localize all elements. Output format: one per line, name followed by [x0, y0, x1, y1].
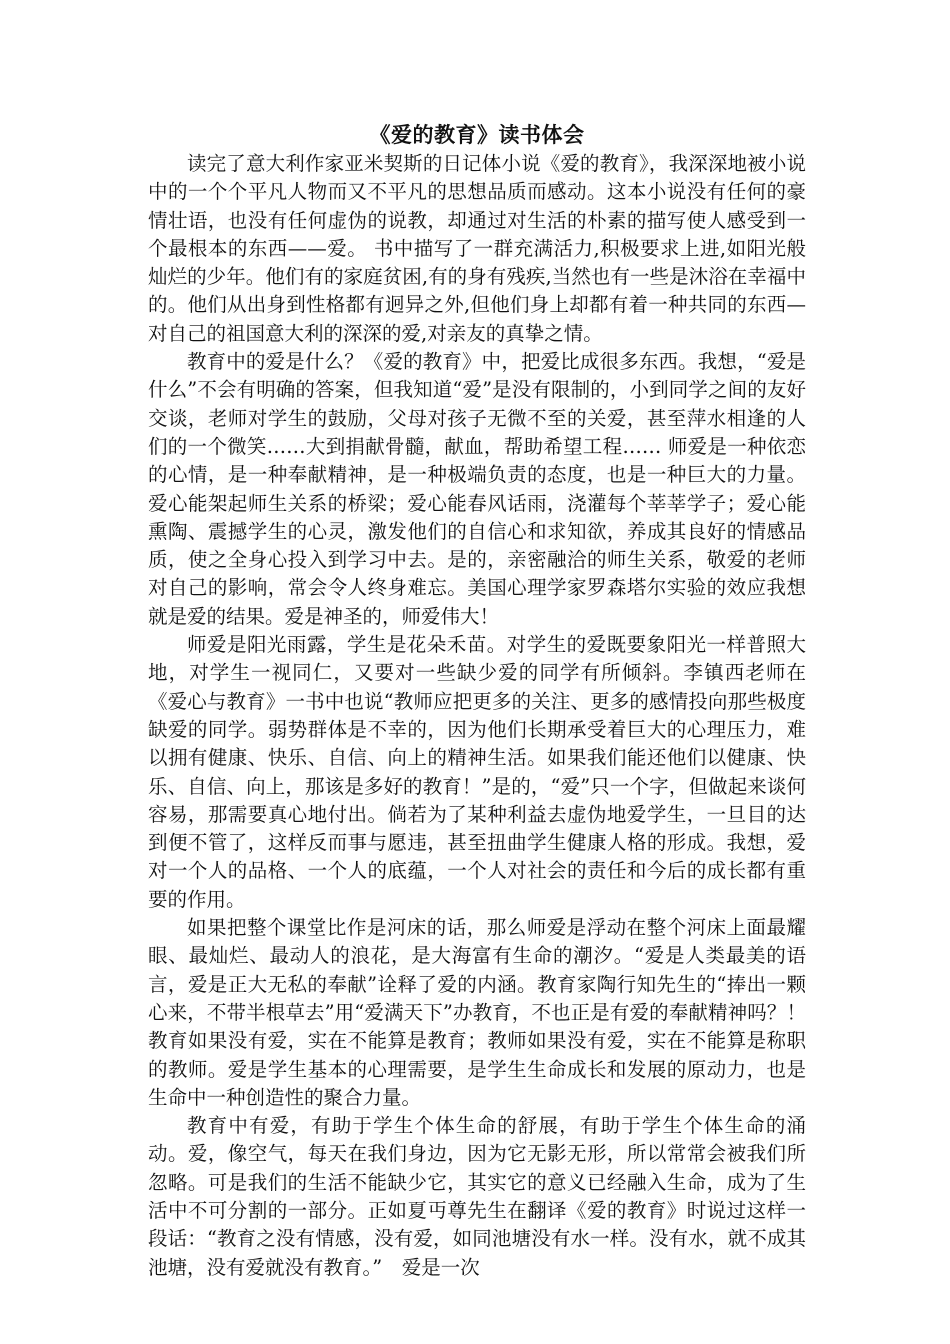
paragraph-1: 读完了意大利作家亚米契斯的日记体小说《爱的教育》，我深深地被小说中的一个个平凡人物而又不平凡的思想品质而感动。这本小说没有任何的豪情壮语，也没有任何虚伪的说教，却通过对生活的朴素的描写使人感受到一个最根本的东西——爱。 书中描写了一群充满活力,积极要求上进,如阳光般灿烂的少年。他们有的家庭贫困,有的身有残疾,当然也有一些是沐浴在幸福中的。他们从出身到性格都有迥异之外,但他们身上却都有着一种共同的东西—对自己的祖国意大利的深深的爱,对亲友的真挚之情。	[148, 152, 806, 345]
document-title: 《爱的教育》读书体会	[369, 122, 585, 147]
paragraph-5: 教育中有爱，有助于学生个体生命的舒展，有助于学生个体生命的涌动。爱，像空气，每天在我们身边，因为它无影无形，所以常常会被我们所忽略。可是我们的生活不能缺少它，其实它的意义已经融入生命，成为了生活中不可分割的一部分。正如夏丏尊先生在翻译《爱的教育》时说过这样一段话：“教育之没有情感，没有爱，如同池塘没有水一样。没有水，就不成其池塘，没有爱就没有教育。” 爱是一次	[148, 1114, 806, 1279]
paragraph-2: 教育中的爱是什么？《爱的教育》中，把爱比成很多东西。我想，“爱是什么”不会有明确的答案，但我知道“爱”是没有限制的，小到同学之间的友好交谈，老师对学生的鼓励，父母对孩子无微不至的关爱，甚至萍水相逢的人们的一个微笑……大到捐献骨髓，献血，帮助希望工程…… 师爱是一种依恋的心情，是一种奉献精神，是一种极端负责的态度，也是一种巨大的力量。爱心能架起师生关系的桥梁；爱心能春风话雨，浇灌每个莘莘学子；爱心能熏陶、震撼学生的心灵，激发他们的自信心和求知欲，养成其良好的情感品质，使之全身心投入到学习中去。是的，亲密融洽的师生关系，敬爱的老师对自己的影响，常会令人终身难忘。美国心理学家罗森塔尔实验的效应我想就是爱的结果。爱是神圣的，师爱伟大！	[148, 350, 806, 628]
document-page	[148, 120, 806, 1282]
paragraph-3: 师爱是阳光雨露，学生是花朵禾苗。对学生的爱既要象阳光一样普照大地，对学生一视同仁，又要对一些缺少爱的同学有所倾斜。李镇西老师在《爱心与教育》一书中也说“教师应把更多的关注、更多的感情投向那些极度缺爱的同学。弱势群体是不幸的，因为他们长期承受着巨大的心理压力，难以拥有健康、快乐、自信、向上的精神生活。如果我们能还他们以健康、快乐、自信、向上，那该是多好的教育！”是的，“爱”只一个字，但做起来谈何容易，那需要真心地付出。倘若为了某种利益去虚伪地爱学生，一旦目的达到便不管了，这样反而事与愿违，甚至扭曲学生健康人格的形成。我想，爱对一个人的品格、一个人的底蕴，一个人对社会的责任和今后的成长都有重要的作用。	[148, 633, 806, 911]
paragraph-4: 如果把整个课堂比作是河床的话，那么师爱是浮动在整个河床上面最耀眼、最灿烂、最动人的浪花，是大海富有生命的潮汐。“爱是人类最美的语言，爱是正大无私的奉献”诠释了爱的内涵。教育家陶行知先生的“捧出一颗心来，不带半根草去”用“爱满天下”办教育，不也正是有爱的奉献精神吗？！教育如果没有爱，实在不能算是教育；教师如果没有爱，实在不能算是称职的教师。爱是学生基本的心理需要，是学生生命成长和发展的原动力，也是生命中一种创造性的聚合力量。	[148, 916, 806, 1109]
